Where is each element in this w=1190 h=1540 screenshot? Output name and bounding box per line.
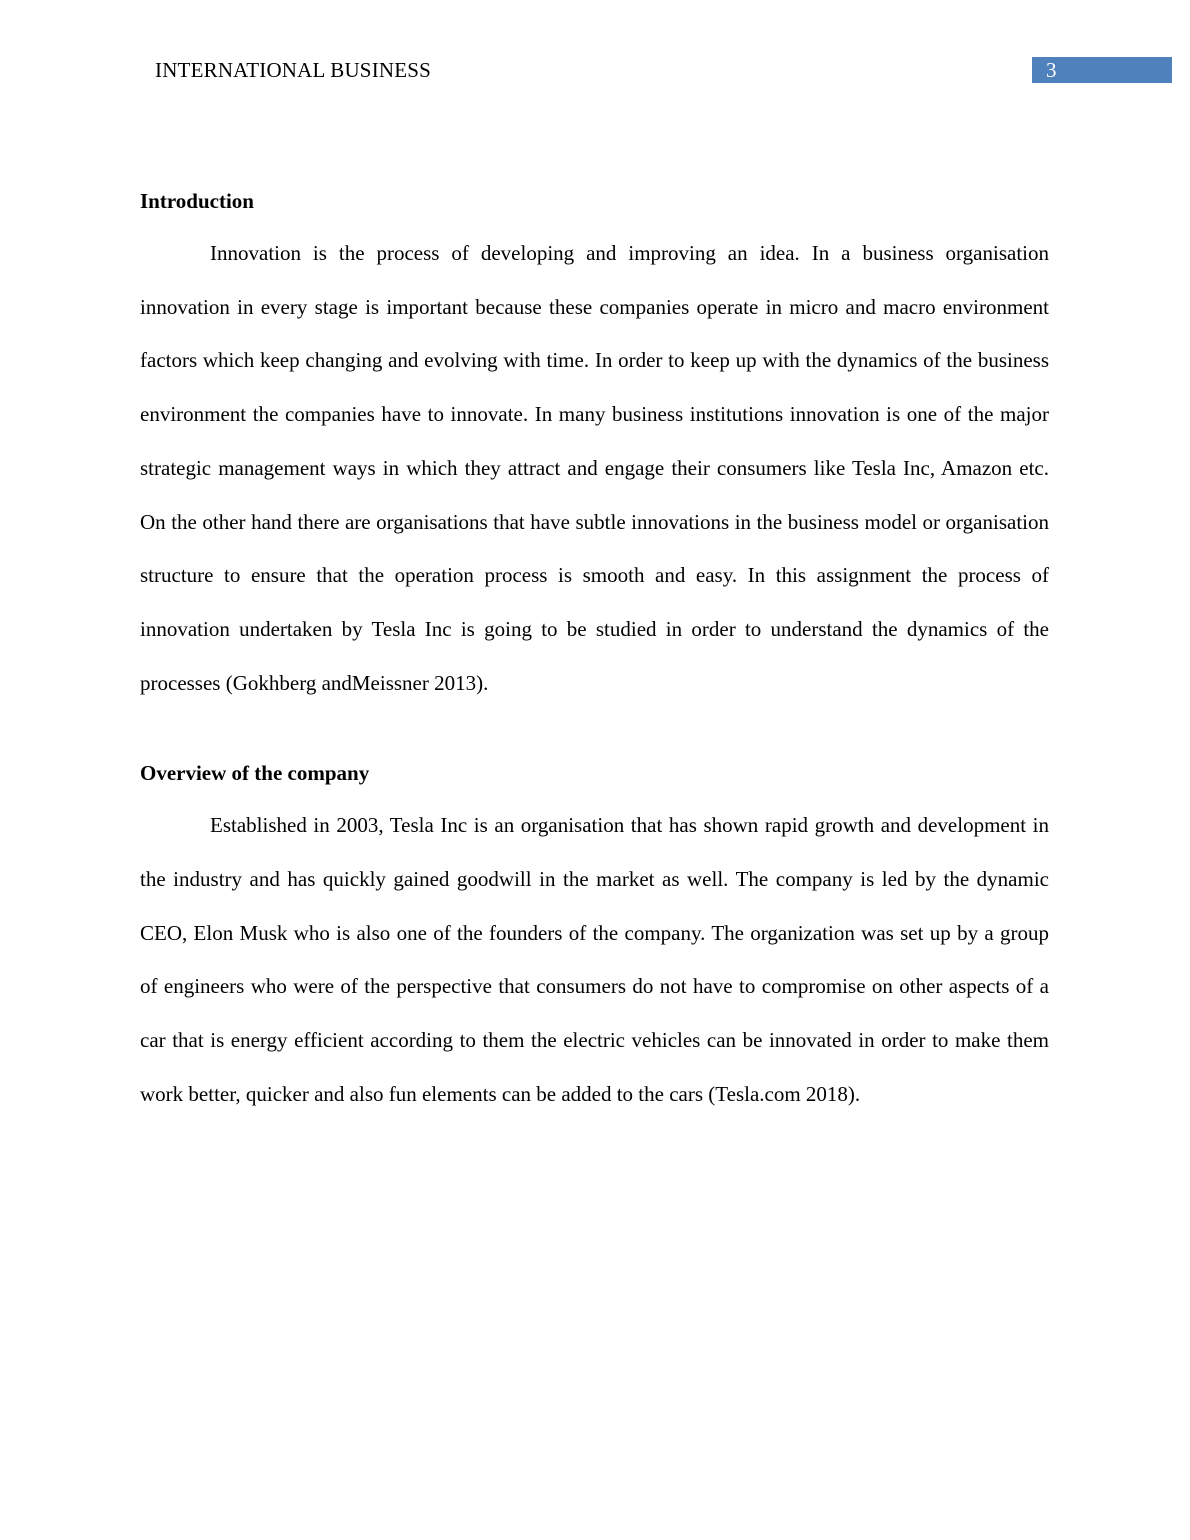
section-heading-overview: Overview of the company — [140, 761, 370, 786]
document-body — [140, 184, 1049, 1122]
section-introduction — [140, 184, 1049, 710]
section-overview — [140, 756, 1049, 1121]
page-number-box — [1032, 57, 1172, 83]
header-title: INTERNATIONAL BUSINESS — [155, 58, 432, 82]
page-number: 3 — [1046, 58, 1057, 82]
section-paragraph-overview: Established in 2003, Tesla Inc is an organisation that has shown rapid growth and development in the industry and has quickly gained goodwill in the market as well. The company is led by the dynamic CEO, Elon Musk who is also one of the founders of the company. The organization was set up by a group of engineers who were of the perspective that consumers do not have to compromise on other aspects of a car that is energy efficient according to them the electric vehicles can be innovated in order to make them work better, quicker and also fun elements can be added to the cars (Tesla.com 2018). — [140, 813, 1049, 1106]
section-heading-introduction: Introduction — [140, 189, 254, 213]
section-paragraph-introduction: Innovation is the process of developing and improving an idea. In a business organisation innovation in every stage is important because these companies operate in micro and macro environment factors which keep changing and evolving with time. In order to keep up with the dynamics of the business environment the companies have to innovate. In many business institutions innovation is one of the major strategic management ways in which they attract and engage their consumers like Tesla Inc, Amazon etc. On the other hand there are organisations that have subtle innovations in the business model or organisation structure to ensure that the operation process is smooth and easy. In this assignment the process of innovation undertaken by Tesla Inc is going to be studied in order to understand the dynamics of the processes (Gokhberg andMeissner 2013). — [140, 241, 1049, 695]
